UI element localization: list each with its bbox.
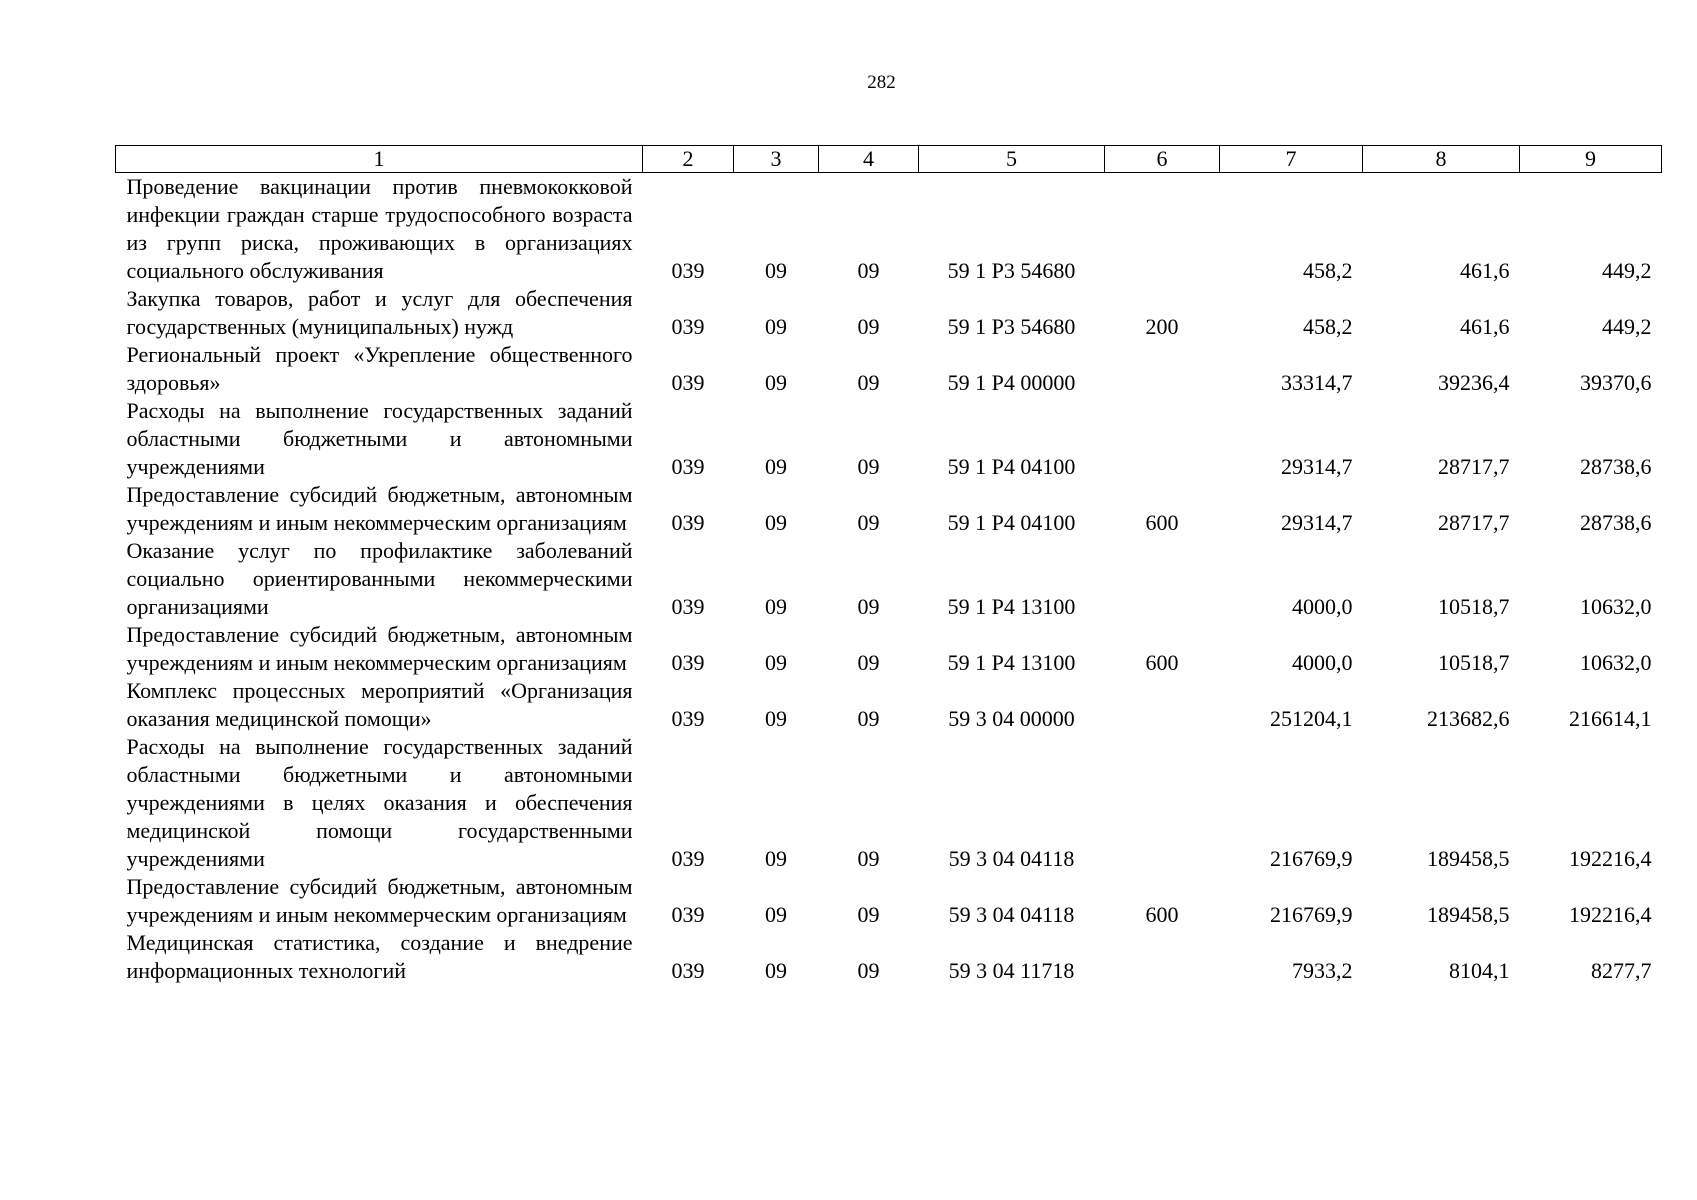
subsection-code: 09 <box>857 258 880 283</box>
section-code: 09 <box>765 594 787 619</box>
item-name: Закупка товаров, работ и услуг для обеспечения государственных (муниципальных) нужд <box>126 286 633 339</box>
item-name: Комплекс процессных мероприятий «Организация оказания медицинской помощи» <box>126 678 633 731</box>
budget-table <box>115 145 1662 985</box>
amount-col-7: 4000,0 <box>1292 650 1353 675</box>
target-article-code: 59 3 04 00000 <box>948 706 1075 731</box>
ministry-code: 039 <box>671 594 705 619</box>
amount-col-8: 189458,5 <box>1427 846 1510 871</box>
table-row <box>116 173 1662 286</box>
amount-col-9: 39370,6 <box>1580 370 1652 395</box>
table-row <box>116 341 1662 397</box>
ministry-code: 039 <box>671 258 705 283</box>
expense-type-code <box>1105 929 1220 985</box>
column-header: 3 <box>734 146 819 173</box>
expense-type-code <box>1105 341 1220 397</box>
column-header: 1 <box>116 146 643 173</box>
amount-col-7: 29314,7 <box>1281 510 1353 535</box>
ministry-code: 039 <box>671 902 705 927</box>
amount-col-7: 458,2 <box>1303 258 1353 283</box>
item-name: Предоставление субсидий бюджетным, автономным учреждениям и иным некоммерческим организациям <box>126 874 633 927</box>
ministry-code: 039 <box>671 650 705 675</box>
amount-col-8: 39236,4 <box>1438 370 1510 395</box>
column-header: 7 <box>1220 146 1363 173</box>
amount-col-9: 8277,7 <box>1591 958 1652 983</box>
ministry-code: 039 <box>671 846 705 871</box>
column-header: 6 <box>1105 146 1220 173</box>
ministry-code: 039 <box>671 454 705 479</box>
header-row <box>116 146 1662 173</box>
section-code: 09 <box>765 902 787 927</box>
target-article-code: 59 1 Р4 04100 <box>947 510 1076 535</box>
subsection-code: 09 <box>857 510 880 535</box>
section-code: 09 <box>765 706 787 731</box>
amount-col-8: 8104,1 <box>1449 958 1510 983</box>
column-header: 9 <box>1520 146 1662 173</box>
table-row <box>116 733 1662 873</box>
section-code: 09 <box>765 454 787 479</box>
subsection-code: 09 <box>857 706 880 731</box>
amount-col-9: 192216,4 <box>1569 846 1652 871</box>
ministry-code: 039 <box>671 370 705 395</box>
amount-col-9: 28738,6 <box>1580 510 1652 535</box>
table-row <box>116 285 1662 341</box>
expense-type-code <box>1105 677 1220 733</box>
item-name: Медицинская статистика, создание и внедрение информационных технологий <box>126 930 633 983</box>
section-code: 09 <box>765 314 787 339</box>
target-article-code: 59 1 Р4 13100 <box>947 650 1076 675</box>
table-row <box>116 481 1662 537</box>
expense-type-code: 600 <box>1145 650 1179 675</box>
target-article-code: 59 1 Р3 54680 <box>947 258 1076 283</box>
ministry-code: 039 <box>671 706 705 731</box>
amount-col-7: 4000,0 <box>1292 594 1353 619</box>
page-number: 282 <box>867 72 896 93</box>
column-header: 4 <box>819 146 919 173</box>
subsection-code: 09 <box>857 370 880 395</box>
table-row <box>116 929 1662 985</box>
column-header: 2 <box>643 146 734 173</box>
expense-type-code <box>1105 537 1220 621</box>
column-header: 8 <box>1363 146 1520 173</box>
item-name: Проведение вакцинации против пневмококковой инфекции граждан старше трудоспособного возраста из групп риска, проживающих в организациях социального обслуживания <box>126 174 633 283</box>
item-name: Расходы на выполнение государственных заданий областными бюджетными и автономными учреждениями <box>126 398 633 479</box>
amount-col-9: 10632,0 <box>1580 594 1652 619</box>
target-article-code: 59 3 04 04118 <box>948 846 1075 871</box>
amount-col-7: 216769,9 <box>1270 846 1353 871</box>
ministry-code: 039 <box>671 958 705 983</box>
item-name: Предоставление субсидий бюджетным, автономным учреждениям и иным некоммерческим организациям <box>126 482 633 535</box>
subsection-code: 09 <box>857 594 880 619</box>
table-header <box>116 146 1662 173</box>
ministry-code: 039 <box>671 510 705 535</box>
amount-col-8: 461,6 <box>1460 314 1510 339</box>
amount-col-8: 10518,7 <box>1438 594 1510 619</box>
table-row <box>116 621 1662 677</box>
expense-type-code: 600 <box>1145 510 1179 535</box>
amount-col-9: 216614,1 <box>1569 706 1652 731</box>
amount-col-8: 28717,7 <box>1438 454 1510 479</box>
section-code: 09 <box>765 510 787 535</box>
amount-col-9: 449,2 <box>1602 258 1652 283</box>
amount-col-8: 213682,6 <box>1427 706 1510 731</box>
amount-col-8: 461,6 <box>1460 258 1510 283</box>
ministry-code: 039 <box>671 314 705 339</box>
amount-col-9: 10632,0 <box>1580 650 1652 675</box>
table-row <box>116 677 1662 733</box>
expense-type-code <box>1105 173 1220 286</box>
target-article-code: 59 1 Р3 54680 <box>947 314 1076 339</box>
table-body <box>116 173 1662 986</box>
amount-col-9: 192216,4 <box>1569 902 1652 927</box>
target-article-code: 59 1 Р4 13100 <box>947 594 1076 619</box>
amount-col-8: 189458,5 <box>1427 902 1510 927</box>
amount-col-8: 28717,7 <box>1438 510 1510 535</box>
subsection-code: 09 <box>857 454 880 479</box>
table-row <box>116 537 1662 621</box>
amount-col-8: 10518,7 <box>1438 650 1510 675</box>
item-name: Региональный проект «Укрепление общественного здоровья» <box>126 342 633 395</box>
section-code: 09 <box>765 370 787 395</box>
expense-type-code: 200 <box>1145 314 1179 339</box>
amount-col-9: 28738,6 <box>1580 454 1652 479</box>
column-header: 5 <box>919 146 1105 173</box>
section-code: 09 <box>765 650 787 675</box>
target-article-code: 59 1 Р4 00000 <box>947 370 1076 395</box>
subsection-code: 09 <box>857 846 880 871</box>
amount-col-9: 449,2 <box>1602 314 1652 339</box>
amount-col-7: 216769,9 <box>1270 902 1353 927</box>
amount-col-7: 7933,2 <box>1292 958 1353 983</box>
section-code: 09 <box>765 958 787 983</box>
table-row <box>116 397 1662 481</box>
target-article-code: 59 1 Р4 04100 <box>947 454 1076 479</box>
expense-type-code <box>1105 397 1220 481</box>
expense-type-code: 600 <box>1145 902 1179 927</box>
expense-type-code <box>1105 733 1220 873</box>
amount-col-7: 33314,7 <box>1281 370 1353 395</box>
item-name: Предоставление субсидий бюджетным, автономным учреждениям и иным некоммерческим организациям <box>126 622 633 675</box>
item-name: Расходы на выполнение государственных заданий областными бюджетными и автономными учреждениями в целях оказания и обеспечения медицинской помощи государственными учреждениями <box>126 734 633 871</box>
target-article-code: 59 3 04 04118 <box>948 902 1075 927</box>
subsection-code: 09 <box>857 902 880 927</box>
amount-col-7: 251204,1 <box>1270 706 1353 731</box>
subsection-code: 09 <box>857 650 880 675</box>
section-code: 09 <box>765 258 787 283</box>
table-row <box>116 873 1662 929</box>
section-code: 09 <box>765 846 787 871</box>
amount-col-7: 458,2 <box>1303 314 1353 339</box>
item-name: Оказание услуг по профилактике заболеваний социально ориентированными некоммерческими организациями <box>126 538 633 619</box>
target-article-code: 59 3 04 11718 <box>948 958 1075 983</box>
subsection-code: 09 <box>857 314 880 339</box>
subsection-code: 09 <box>857 958 880 983</box>
amount-col-7: 29314,7 <box>1281 454 1353 479</box>
